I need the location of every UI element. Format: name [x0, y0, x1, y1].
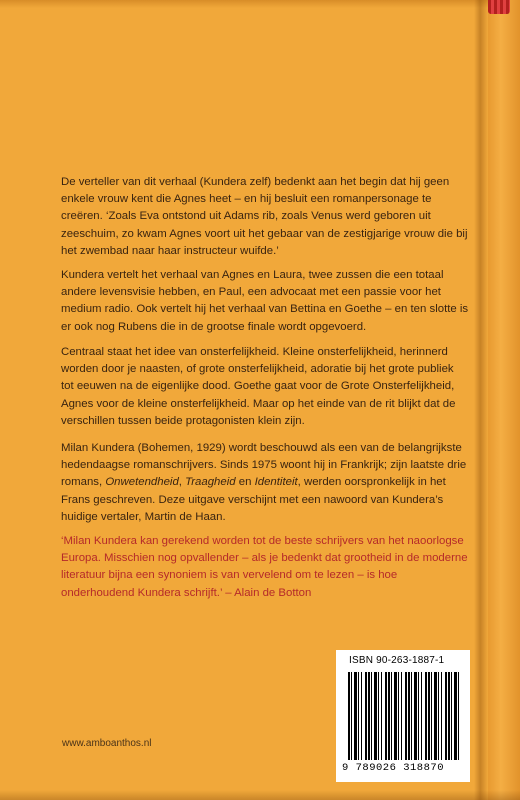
- blurb-paragraph-2: Kundera vertelt het verhaal van Agnes en Laura, twee zussen die een totaal andere levensvisie hebben, en Paul, een advocaat met een passie voor het medium radio. Ook vertelt hij het verhaal van Bettina en Goethe – en ten slotte is er ook nog Rubens die in de grootse finale wordt opgevoerd.: [61, 269, 469, 333]
- spine-hinge-shadow: [474, 0, 488, 800]
- book-title-identiteit: Identiteit: [254, 476, 298, 489]
- author-bio-text-start: Milan Kundera (Bohemen, 1929) wordt beschouwd als een van de belangrijkste hedendaagse romanschrijvers. Sinds 1975 woont hij in Frankrijk; zijn laatste drie romans,: [61, 442, 467, 489]
- author-bio-separator-2: en: [235, 476, 255, 489]
- headband-icon: [488, 0, 510, 14]
- isbn-number: ISBN 90-263-1887-1: [349, 655, 445, 666]
- barcode-bars-icon: [348, 672, 460, 760]
- barcode-label: [336, 650, 470, 782]
- review-quote: ‘Milan Kundera kan gerekend worden tot de beste schrijvers van het naoorlogse Europa. Misschien nog opvallender – als je bedenkt dat grootheid in de moderne literatuur bijna een synoniem is van vervelend om te lezen – is hoe onderhoudend Kundera schrijft.’ – Alain de Botton: [61, 535, 468, 599]
- cover-bottom-edge: [0, 790, 520, 800]
- book-spine: [488, 0, 520, 800]
- book-title-traagheid: Traagheid: [185, 476, 236, 489]
- book-title-onwetendheid: Onwetendheid: [105, 476, 179, 489]
- author-bio-text-end: , werden oorspronkelijk in het Frans geschreven. Deze uitgave verschijnt met een nawoord van Kundera’s huidige vertaler, Martin de Haan.: [61, 476, 446, 523]
- cover-top-edge: [0, 0, 520, 8]
- barcode-number: 9 789026 318870: [342, 762, 445, 774]
- blurb-paragraph-1: De verteller van dit verhaal (Kundera zelf) bedenkt aan het begin dat hij geen enkele vrouw kent die Agnes heet – en hij besluit een romanpersonage te creëren. ‘Zoals Eva ontstond uit Adams rib, zoals Venus werd geboren uit zeeschuim, zo kwam Agnes voort uit het gebaar van de zestigjarige vrouw die bij het zwembad naar haar instructeur wuifde.’: [61, 176, 468, 257]
- author-bio-separator-1: ,: [178, 476, 186, 489]
- blurb-paragraph-3: Centraal staat het idee van onsterfelijkheid. Kleine onsterfelijkheid, herinnerd worden door je naasten, of grote onsterfelijkheid, adoratie bij het grote publiek tot eeuwen na de eigenlijke dood. Goethe gaat voor de Grote Onsterfelijkheid, Agnes voor de kleine onsterfelijkheid. Maar op het einde van de rit blijkt dat de verschillen tussen beide protagonisten klein zijn.: [61, 346, 456, 427]
- publisher-website: www.amboanthos.nl: [62, 738, 152, 749]
- author-bio-paragraph: [61, 440, 469, 526]
